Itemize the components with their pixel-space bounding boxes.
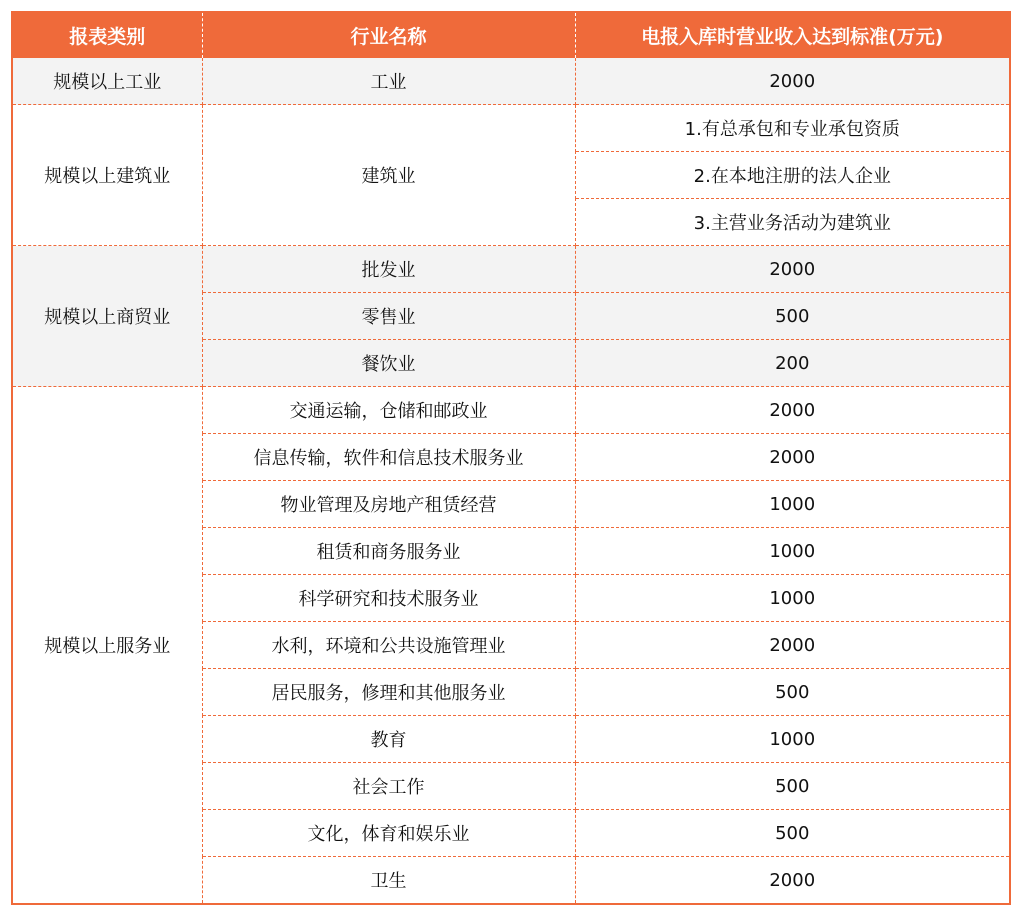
value-cell: 1000 — [575, 481, 1010, 528]
value-cell: 1000 — [575, 528, 1010, 575]
value-cell: 2000 — [575, 434, 1010, 481]
industry-name-cell: 建筑业 — [202, 105, 575, 246]
industry-name-cell: 批发业 — [202, 246, 575, 293]
value-cell: 2000 — [575, 622, 1010, 669]
value-cell: 2000 — [575, 387, 1010, 434]
industry-name-cell: 卫生 — [202, 857, 575, 905]
table-row — [12, 246, 1010, 293]
industry-name-cell: 水利，环境和公共设施管理业 — [202, 622, 575, 669]
industry-name-cell: 工业 — [202, 58, 575, 105]
value-cell: 1000 — [575, 575, 1010, 622]
value-cell: 1000 — [575, 716, 1010, 763]
header-category: 报表类别 — [12, 12, 202, 58]
industry-name-cell: 社会工作 — [202, 763, 575, 810]
category-cell: 规模以上工业 — [12, 58, 202, 105]
industry-name-cell: 科学研究和技术服务业 — [202, 575, 575, 622]
industry-name-cell: 物业管理及房地产租赁经营 — [202, 481, 575, 528]
industry-name-cell: 餐饮业 — [202, 340, 575, 387]
table-row — [12, 58, 1010, 105]
value-cell: 2000 — [575, 857, 1010, 905]
table-row — [12, 105, 1010, 152]
value-cell: 2000 — [575, 58, 1010, 105]
value-cell: 2000 — [575, 246, 1010, 293]
criteria-cell: 2.在本地注册的法人企业 — [575, 152, 1010, 199]
industry-name-cell: 信息传输，软件和信息技术服务业 — [202, 434, 575, 481]
value-cell: 500 — [575, 810, 1010, 857]
table-row — [12, 387, 1010, 434]
header-revenue-standard: 电报入库时营业收入达到标准(万元) — [575, 12, 1010, 58]
criteria-cell: 1.有总承包和专业承包资质 — [575, 105, 1010, 152]
category-cell: 规模以上商贸业 — [12, 246, 202, 387]
value-cell: 200 — [575, 340, 1010, 387]
value-cell: 500 — [575, 763, 1010, 810]
value-cell: 500 — [575, 293, 1010, 340]
industry-name-cell: 居民服务，修理和其他服务业 — [202, 669, 575, 716]
header-row — [12, 12, 1010, 58]
industry-name-cell: 教育 — [202, 716, 575, 763]
industry-name-cell: 零售业 — [202, 293, 575, 340]
industry-name-cell: 租赁和商务服务业 — [202, 528, 575, 575]
category-cell: 规模以上服务业 — [12, 387, 202, 905]
category-cell: 规模以上建筑业 — [12, 105, 202, 246]
criteria-cell: 3.主营业务活动为建筑业 — [575, 199, 1010, 246]
value-cell: 500 — [575, 669, 1010, 716]
header-industry-name: 行业名称 — [202, 12, 575, 58]
industry-name-cell: 交通运输，仓储和邮政业 — [202, 387, 575, 434]
standards-table-container — [11, 11, 1009, 905]
industry-name-cell: 文化，体育和娱乐业 — [202, 810, 575, 857]
standards-table — [11, 11, 1011, 905]
